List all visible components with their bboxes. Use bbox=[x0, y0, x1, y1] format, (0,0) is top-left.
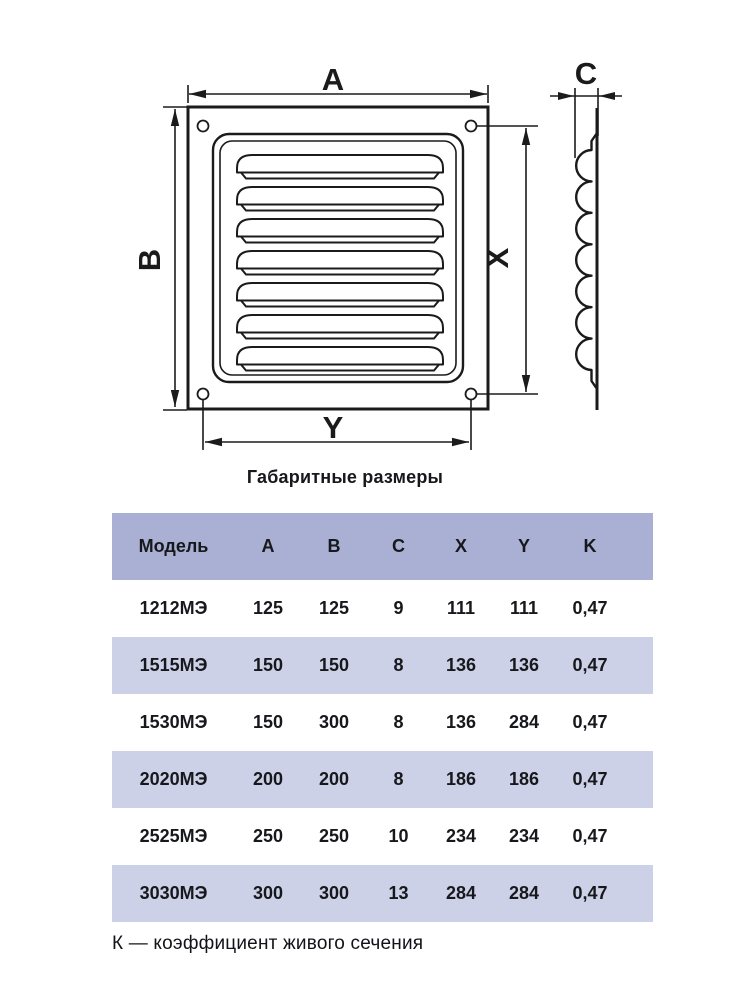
cell-y: 136 bbox=[508, 655, 540, 675]
cell-x: 136 bbox=[445, 712, 477, 732]
table-row bbox=[112, 865, 653, 922]
mounting-hole bbox=[198, 389, 209, 400]
cell-model: 2525МЭ bbox=[139, 826, 208, 846]
louver bbox=[237, 155, 443, 179]
dimension-b bbox=[132, 107, 187, 410]
louver bbox=[237, 283, 443, 307]
louver bbox=[237, 251, 443, 275]
cell-y: 111 bbox=[509, 598, 539, 618]
cell-k: 0,47 bbox=[572, 655, 608, 675]
column-header-model: Модель bbox=[138, 536, 209, 556]
cell-a: 150 bbox=[252, 712, 284, 732]
cell-k: 0,47 bbox=[572, 883, 608, 903]
cell-model: 2020МЭ bbox=[139, 769, 208, 789]
table-row bbox=[112, 694, 653, 751]
cell-y: 186 bbox=[508, 769, 540, 789]
cell-model: 3030МЭ bbox=[139, 883, 208, 903]
column-header-y: Y bbox=[517, 536, 530, 556]
cell-a: 150 bbox=[252, 655, 284, 675]
cell-y: 284 bbox=[508, 883, 540, 903]
cell-b: 300 bbox=[318, 712, 350, 732]
cell-k: 0,47 bbox=[572, 769, 608, 789]
footnote: К — коэффициент живого сечения bbox=[112, 933, 424, 954]
grille-front-view bbox=[188, 107, 488, 409]
table-row bbox=[112, 751, 653, 808]
cell-x: 284 bbox=[445, 883, 477, 903]
table-header-row bbox=[112, 513, 653, 580]
dim-label-c: C bbox=[574, 56, 598, 91]
cell-x: 186 bbox=[445, 769, 477, 789]
dimension-x bbox=[477, 126, 538, 394]
dim-label-y: Y bbox=[322, 410, 344, 445]
cell-k: 0,47 bbox=[572, 598, 608, 618]
cell-b: 300 bbox=[318, 883, 350, 903]
mounting-hole bbox=[466, 389, 477, 400]
drawing-caption: Габаритные размеры bbox=[246, 467, 444, 487]
louver bbox=[237, 187, 443, 211]
cell-y: 234 bbox=[508, 826, 540, 846]
cell-model: 1530МЭ bbox=[139, 712, 208, 732]
cell-a: 200 bbox=[252, 769, 284, 789]
column-header-a: A bbox=[261, 536, 275, 556]
cell-a: 300 bbox=[252, 883, 284, 903]
cell-k: 0,47 bbox=[572, 826, 608, 846]
table-row bbox=[112, 637, 653, 694]
dim-label-a: A bbox=[321, 62, 345, 97]
cell-c: 9 bbox=[393, 598, 404, 618]
dimensions-table bbox=[112, 513, 653, 922]
column-header-b: B bbox=[327, 536, 341, 556]
cell-c: 10 bbox=[388, 826, 409, 846]
dimension-c bbox=[550, 56, 622, 158]
cell-k: 0,47 bbox=[572, 712, 608, 732]
cell-x: 111 bbox=[446, 598, 476, 618]
mounting-hole bbox=[198, 121, 209, 132]
cell-c: 13 bbox=[388, 883, 409, 903]
cell-x: 234 bbox=[445, 826, 477, 846]
cell-model: 1212МЭ bbox=[139, 598, 208, 618]
louver bbox=[237, 347, 443, 371]
louver bbox=[237, 315, 443, 339]
column-header-c: C bbox=[392, 536, 405, 556]
grille-side-view bbox=[576, 108, 597, 410]
cell-y: 284 bbox=[508, 712, 540, 732]
column-header-k: K bbox=[583, 536, 597, 556]
cell-x: 136 bbox=[445, 655, 477, 675]
cell-b: 200 bbox=[318, 769, 350, 789]
cell-a: 125 bbox=[252, 598, 284, 618]
table-row bbox=[112, 580, 653, 637]
dim-label-b: B bbox=[132, 248, 167, 272]
column-header-x: X bbox=[454, 536, 467, 556]
cell-b: 250 bbox=[318, 826, 350, 846]
side-louver-profile bbox=[576, 133, 597, 389]
cell-b: 150 bbox=[318, 655, 350, 675]
louver bbox=[237, 219, 443, 243]
cell-a: 250 bbox=[252, 826, 284, 846]
dim-label-x: X bbox=[480, 247, 515, 269]
louvers bbox=[237, 155, 443, 371]
cell-c: 8 bbox=[393, 712, 404, 732]
cell-c: 8 bbox=[393, 769, 404, 789]
mounting-hole bbox=[466, 121, 477, 132]
dimension-y bbox=[203, 399, 471, 450]
cell-b: 125 bbox=[318, 598, 350, 618]
cell-model: 1515МЭ bbox=[139, 655, 208, 675]
table-row bbox=[112, 808, 653, 865]
cell-c: 8 bbox=[393, 655, 404, 675]
dimension-a bbox=[188, 62, 488, 103]
